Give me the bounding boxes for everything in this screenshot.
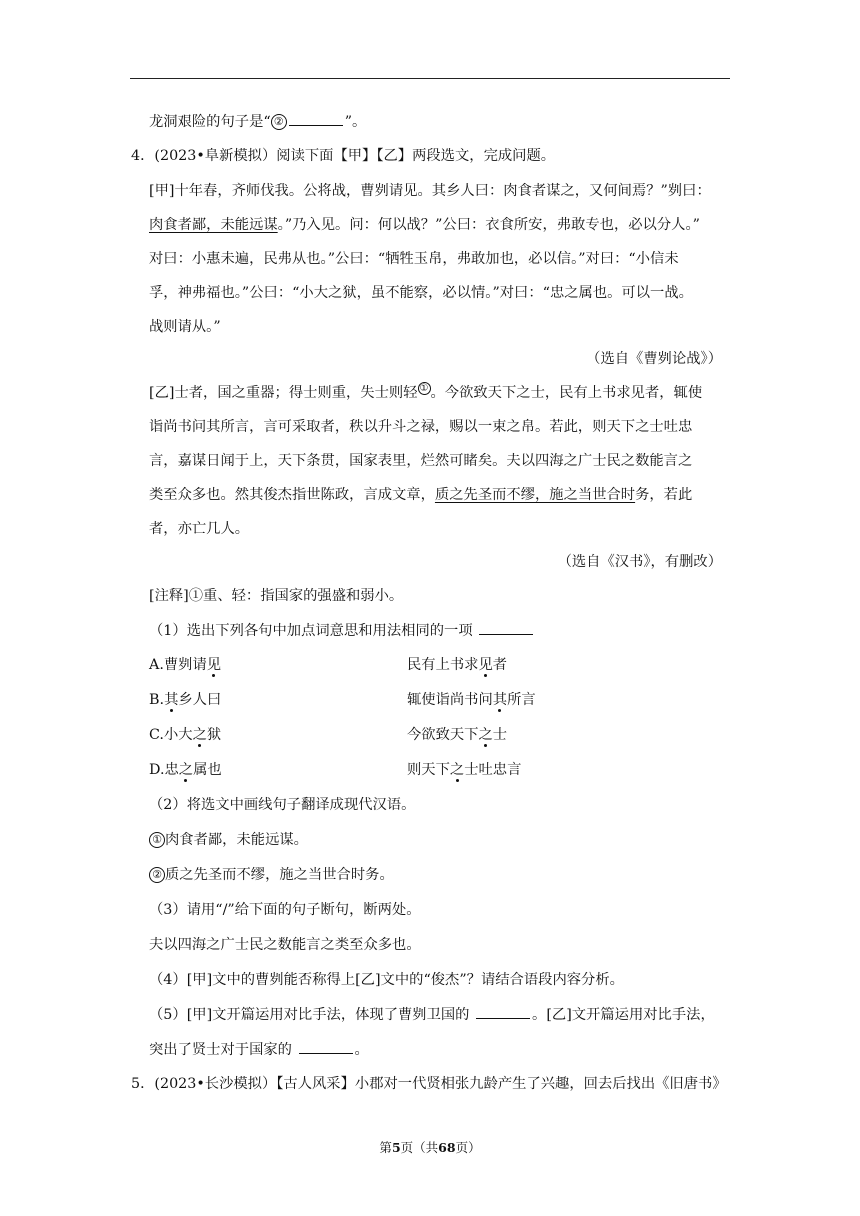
answer-blank[interactable]: [299, 1039, 353, 1054]
question-5-title: 5．(2023•长沙模拟）【古人风采】小郡对一代贤相张九龄产生了兴趣，回去后找出《旧唐书》: [131, 1076, 727, 1092]
answer-blank[interactable]: [479, 620, 533, 635]
option-a[interactable]: A.曹刿请见 民有上书求见者: [149, 657, 508, 673]
punctuation-sentence: 夫以四海之广士民之数能言之类至众多也。: [149, 937, 421, 953]
yi-source: （选自《汉书》，有删改）: [557, 554, 722, 570]
circled-number: ①: [149, 832, 165, 848]
header-rule: [130, 78, 730, 79]
jia-line-2: 肉食者鄙，未能远谋。”乃入见。问：何以战？”公曰：衣食所安，弗敢专也，必以分人。”: [149, 217, 700, 233]
sub-question-4: （4）[甲]文中的曹刿能否称得上[乙]文中的“俊杰”？请结合语段内容分析。: [149, 972, 624, 988]
jia-line-5: 战则请从。”: [149, 319, 221, 335]
yi-line-5: 者，亦亡几人。: [149, 521, 250, 537]
jia-line-4: 孚，神弗福也。”公曰：“小大之狱，虽不能察，必以情。”对曰：“忠之属也。可以一战。: [149, 285, 693, 301]
sub-question-5: （5）[甲]文开篇运用对比手法，体现了曹刿卫国的 。[乙]文开篇运用对比手法，: [149, 1004, 715, 1026]
sub-question-1: （1）选出下列各句中加点词意思和用法相同的一项: [149, 620, 535, 642]
answer-blank[interactable]: [476, 1004, 530, 1019]
yi-line-2: 诣尚书问其所言，言可采取者，秩以升斗之禄，赐以一束之帛。若此，则天下之士吐忠: [149, 419, 693, 435]
sub-question-2: （2）将选文中画线句子翻译成现代汉语。: [149, 797, 416, 813]
footnote-marker: ①: [418, 382, 431, 395]
sub-question-5-cont: 突出了贤士对于国家的 。: [149, 1039, 369, 1061]
circled-number: ②: [149, 867, 165, 883]
yi-line-4: 类至众多也。然其俊杰指世陈政，言成文章，质之先圣而不缪，施之当世合时务，若此: [149, 487, 693, 503]
answer-blank[interactable]: [289, 111, 343, 126]
yi-line-1: [乙]士者，国之重器；得士则重，失士则轻 ① 。今欲致天下之士，民有上书求见者，辄使: [149, 383, 703, 401]
annotation: [注释]①重、轻：指国家的强盛和弱小。: [149, 588, 404, 604]
underlined-sentence-2: 质之先圣而不缪，施之当世合时: [434, 487, 636, 503]
option-d[interactable]: D.忠之属也 则天下之士吐忠言: [149, 762, 522, 778]
question-4-title: 4．(2023•阜新模拟）阅读下面【甲】【乙】两段选文，完成问题。: [131, 148, 556, 164]
jia-line-3: 对曰：小惠未遍，民弗从也。”公曰：“牺牲玉帛，弗敢加也，必以信。”对曰：“小信未: [149, 251, 679, 267]
underlined-sentence-1: 肉食者鄙，未能远谋: [149, 217, 278, 233]
translate-item-1: ① 肉食者鄙，未能远谋。: [149, 829, 308, 851]
continuation-line: 龙洞艰险的句子是“ ② ”。: [149, 111, 366, 133]
option-b[interactable]: B.其乡人曰 辄使诣尚书问其所言: [149, 692, 536, 708]
page-footer: 第5页（共68页）: [379, 1140, 481, 1155]
jia-line-1: [甲]十年春，齐师伐我。公将战，曹刿请见。其乡人曰：肉食者谋之，又何间焉？”刿曰：: [149, 183, 711, 199]
circled-number: ②: [271, 114, 287, 130]
option-c[interactable]: C.小大之狱 今欲致天下之士: [149, 727, 508, 743]
yi-line-3: 言，嘉谋日闻于上，天下条贯，国家表里，烂然可睹矣。夫以四海之广士民之数能言之: [149, 453, 693, 469]
translate-item-2: ② 质之先圣而不缪，施之当世合时务。: [149, 864, 394, 886]
jia-source: （选自《曹刿论战》）: [586, 351, 722, 367]
sub-question-3: （3）请用“/”给下面的句子断句，断两处。: [149, 902, 421, 918]
